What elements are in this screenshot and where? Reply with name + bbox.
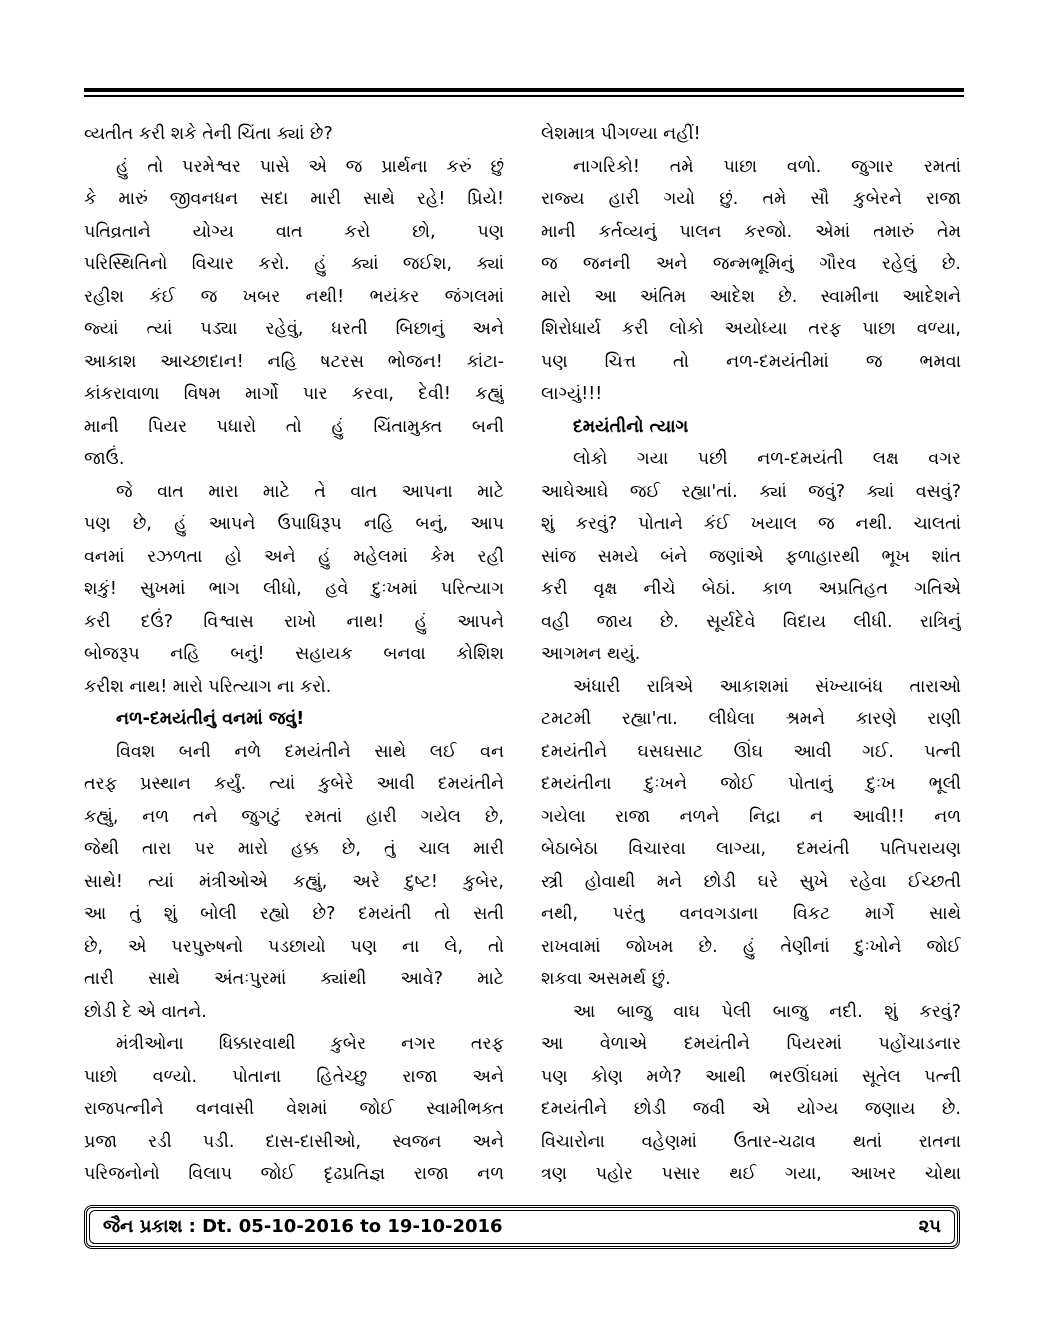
text-line: માની પિયર પધારો તો હું ચિંતામુક્ત બની (84, 416, 504, 437)
text-line: મારો આ અંતિમ આદેશ છે. સ્વામીના આદેશને (541, 286, 961, 307)
text-line: રહીશ કંઈ જ ખબર નથી! ભયંકર જંગલમાં (84, 286, 504, 307)
text-line: કે મારું જીવનધન સદા મારી સાથે રહે! પ્રિયે! (84, 189, 504, 209)
text-line: પણ કોણ મળે? આથી ભરઊંઘમાં સૂતેલ પત્ની (541, 1066, 961, 1087)
text-line: છોડી દે એ વાતને. (84, 1001, 207, 1022)
text-line: પાછો વળ્યો. પોતાના હિતેચ્છુ રાજા અને (84, 1066, 504, 1087)
text-line: લેશમાત્ર પીગળ્યા નહીં! (541, 124, 701, 144)
text-line: સાથે! ત્યાં મંત્રીઓએ કહ્યું, અરે દુષ્ટ! કુબેર, (84, 871, 504, 892)
text-line: પરિજનોનો વિલાપ જોઈ દૃઢપ્રતિજ્ઞ રાજા નળ (84, 1164, 504, 1184)
text-line: નથી, પરંતુ વનવગડાના વિકટ માર્ગે સાથે (541, 904, 961, 924)
text-line: માની કર્તવ્યનું પાલન કરજો. એમાં તમારું તેમ (541, 221, 961, 242)
text-line: પતિવ્રતાને યોગ્ય વાત કરો છો, પણ (84, 221, 504, 242)
text-line: વનમાં રઝળતા હો અને હું મહેલમાં કેમ રહી (84, 546, 504, 567)
text-line: મંત્રીઓના ધિક્કારવાથી કુબેર નગર તરફ (116, 1034, 504, 1054)
text-line: છે, એ પરપુરુષનો પડછાયો પણ ના લે, તો (84, 936, 504, 957)
text-line: નાગરિકો! તમે પાછા વળો. જુગાર રમતાં (573, 156, 961, 177)
text-line: સ્ત્રી હોવાથી મને છોડી ઘરે સુખે રહેવા ઈચ્છતી (541, 871, 961, 892)
text-line: જાઉં. (84, 449, 125, 469)
text-line: જ જનની અને જન્મભૂમિનું ગૌરવ રહેલું છે. (541, 254, 961, 274)
text-line: આઘેઆઘે જઈ રહ્યા'તાં. ક્યાં જવું? ક્યાં વસવું? (541, 481, 961, 502)
text-line: વિવશ બની નળે દમયંતીને સાથે લઈ વન (116, 741, 504, 762)
text-line: આ તું શું બોલી રહ્યો છે? દમયંતી તો સતી (84, 904, 504, 924)
text-line: કાંકરાવાળા વિષમ માર્ગો પાર કરવા, દેવી! કહ્યું (84, 384, 504, 404)
text-line: વિચારોના વહેણમાં ઉતાર-ચઢાવ થતાં રાતના (541, 1131, 961, 1152)
text-line: સાંજ સમયે બંને જણાંએ ફળાહારથી ભૂખ શાંત (541, 546, 961, 567)
text-line: આ વેળાએ દમયંતીને પિયરમાં પહોંચાડનાર (541, 1034, 961, 1054)
text-line: જે વાત મારા માટે તે વાત આપના માટે (116, 481, 504, 502)
right-text-column (541, 118, 961, 1191)
text-line: રાખવામાં જોખમ છે. હું તેણીનાં દુઃખોને જોઈ (541, 936, 961, 957)
text-line: પણ છે, હું આપને ઉપાધિરૂપ નહિ બનું, આપ (84, 514, 504, 534)
text-line: રાજ્ય હારી ગયો છું. તમે સૌ કુબેરને રાજા (541, 189, 961, 209)
text-line: વ્યતીત કરી શકે તેની ચિંતા ક્યાં છે? (84, 124, 333, 144)
text-line: શું કરવું? પોતાને કંઈ ખયાલ જ નથી. ચાલતાં (541, 514, 961, 534)
text-line: તરફ પ્રસ્થાન કર્યું. ત્યાં કુબેરે આવી દમયંતીને (84, 774, 504, 794)
text-line: બોજરૂપ નહિ બનું! સહાયક બનવા કોશિશ (84, 644, 504, 664)
text-line: અંધારી રાત્રિએ આકાશમાં સંખ્યાબંધ તારાઓ (573, 676, 961, 697)
text-line: લાગ્યું!!! (541, 384, 603, 404)
text-line: પ્રજા રડી પડી. દાસ-દાસીઓ, સ્વજન અને (84, 1131, 504, 1152)
text-line: દમયંતીને છોડી જવી એ યોગ્ય જણાય છે. (541, 1099, 961, 1119)
text-line: આગમન થયું. (541, 644, 641, 664)
text-line: પરિસ્થિતિનો વિચાર કરો. હું ક્યાં જઈશ, ક્યાં (84, 254, 504, 274)
text-line: હું તો પરમેશ્વર પાસે એ જ પ્રાર્થના કરું છું (116, 156, 504, 177)
left-text-column (84, 118, 504, 1191)
text-line: તારી સાથે અંતઃપુરમાં ક્યાંથી આવે? માટે (84, 969, 504, 989)
text-line: ટમટમી રહ્યા'તા. લીધેલા શ્રમને કારણે રાણી (541, 709, 961, 729)
footer-bar (84, 1205, 960, 1249)
footer-page-number: ૨૫ (918, 1216, 941, 1237)
text-line: કરી દઉં? વિશ્વાસ રાખો નાથ! હું આપને (84, 611, 504, 632)
text-line: કરીશ નાથ! મારો પરિત્યાગ ના કરો. (84, 676, 332, 697)
text-line: ત્રણ પહોર પસાર થઈ ગયા, આખર ચોથા (541, 1164, 961, 1184)
text-line: રાજપત્નીને વનવાસી વેશમાં જોઈ સ્વામીભક્ત (84, 1099, 504, 1119)
text-line: કરી વૃક્ષ નીચે બેઠાં. કાળ અપ્રતિહત ગતિએ (541, 579, 961, 599)
text-line: દમયંતીના દુઃખને જોઈ પોતાનું દુઃખ ભૂલી (541, 774, 961, 794)
text-line: કહ્યું, નળ તને જુગટું રમતાં હારી ગયેલ છે, (84, 806, 504, 827)
text-line: શિરોધાર્ય કરી લોકો અયોધ્યા તરફ પાછા વળ્યા, (541, 319, 961, 339)
text-line: લોકો ગયા પછી નળ-દમયંતી લક્ષ વગર (573, 449, 961, 469)
text-line: બેઠાબેઠા વિચારવા લાગ્યા, દમયંતી પતિપરાયણ (541, 839, 961, 859)
text-line: જેથી તારા પર મારો હક્ક છે, તું ચાલ મારી (84, 839, 504, 859)
text-line: જ્યાં ત્યાં પડ્યા રહેવું, ધરતી બિછાનું અને (84, 319, 504, 339)
footer-publication-title: જૈન પ્રકાશ : Dt. 05-10-2016 to 19-10-2016 (103, 1216, 503, 1237)
text-line: શકું! સુખમાં ભાગ લીધો, હવે દુઃખમાં પરિત્યાગ (84, 579, 504, 599)
text-line: દમયંતીને ઘસઘસાટ ઊંઘ આવી ગઈ. પત્ની (541, 741, 961, 762)
section-heading: નળ-દમયંતીનું વનમાં જવું! (116, 709, 305, 729)
text-line: ગયેલા રાજા નળને નિદ્રા ન આવી!! નળ (541, 806, 961, 827)
header-rule-thick (84, 88, 964, 92)
section-heading: દમયંતીનો ત્યાગ (573, 416, 689, 437)
header-rule-thin (84, 95, 964, 97)
text-line: શકવા અસમર્થ છું. (541, 969, 671, 989)
text-line: પણ ચિત્ત તો નળ-દમયંતીમાં જ ભમવા (541, 351, 961, 372)
text-line: આકાશ આચ્છાદાન! નહિ ષટરસ ભોજન! કાંટા- (84, 351, 504, 372)
text-line: વહી જાય છે. સૂર્યદેવે વિદાય લીધી. રાત્રિનું (541, 611, 961, 632)
text-line: આ બાજુ વાઘ પેલી બાજુ નદી. શું કરવું? (573, 1001, 961, 1022)
